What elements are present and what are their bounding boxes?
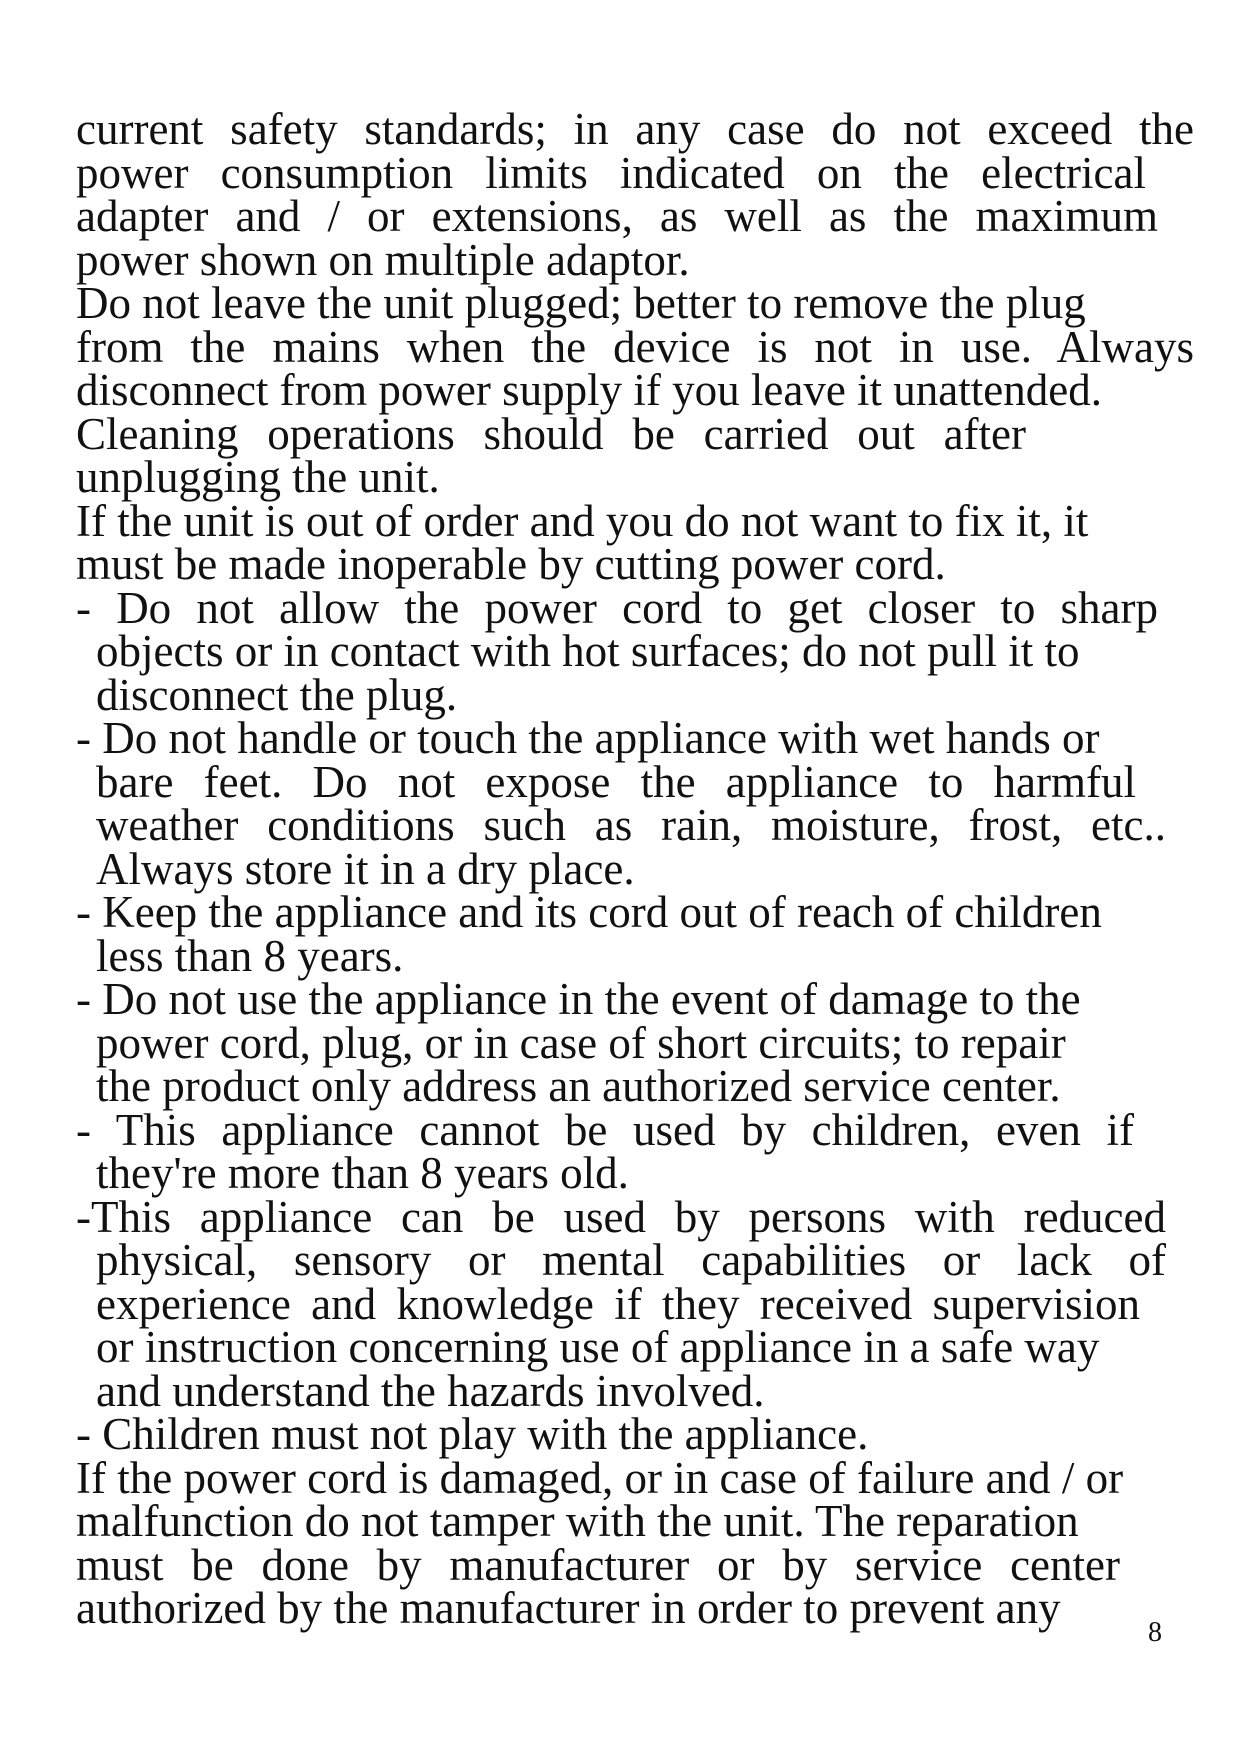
list-item-line: - Do not allow the power cord to get closer to sharp (76, 582, 1158, 633)
list-item-line: weather conditions such as rain, moisture, frost, etc.. (96, 800, 1166, 850)
text-line: Do not leave the unit plugged; better to remove the plug (76, 278, 1086, 328)
list-item-line: - Do not handle or touch the appliance with wet hands or (76, 713, 1100, 763)
list-item-line: Always store it in a dry place. (96, 843, 635, 894)
text-line: authorized by the manufacturer in order to prevent any (76, 1583, 1061, 1633)
list-item-line: experience and knowledge if they received supervision (96, 1278, 1140, 1329)
list-item-line: objects or in contact with hot surfaces; do not pull it to (96, 626, 1080, 676)
text-line: If the unit is out of order and you do not want to fix it, it (76, 495, 1089, 546)
page-number: 8 (1148, 1617, 1162, 1648)
page-body-text (76, 104, 1194, 1633)
text-line: power consumption limits indicated on the electrical (76, 147, 1146, 198)
text-line: from the mains when the device is not in use. Always (76, 321, 1194, 372)
list-item-line: and understand the hazards involved. (96, 1365, 765, 1416)
list-item-line: they're more than 8 years old. (96, 1148, 629, 1198)
text-line: must be done by manufacturer or by service center (76, 1539, 1120, 1590)
text-line: power shown on multiple adaptor. (76, 234, 690, 285)
list-item-line: - Children must not play with the appliance. (76, 1409, 869, 1459)
list-item-line: - Do not use the appliance in the event of damage to the (76, 974, 1081, 1024)
list-item-line: less than 8 years. (96, 930, 404, 981)
text-line: unplugging the unit. (76, 452, 440, 502)
list-item-line: the product only address an authorized service center. (96, 1061, 1061, 1111)
list-item-line: or instruction concerning use of appliance in a safe way (96, 1322, 1100, 1372)
list-item-line: bare feet. Do not expose the appliance to harmful (96, 756, 1136, 807)
list-item-line: power cord, plug, or in case of short circuits; to repair (96, 1017, 1066, 1068)
list-item-line: -This appliance can be used by persons with reduced (76, 1191, 1166, 1242)
list-item-line: - This appliance cannot be used by children, even if (76, 1104, 1134, 1155)
text-line: current safety standards; in any case do not exceed the (76, 104, 1194, 154)
text-line: Cleaning operations should be carried out after (76, 408, 1026, 459)
list-item-line: physical, sensory or mental capabilities or lack of (96, 1235, 1166, 1285)
text-line: must be made inoperable by cutting power cord. (76, 539, 946, 589)
text-line: disconnect from power supply if you leave it unattended. (76, 365, 1102, 415)
text-line: malfunction do not tamper with the unit. The reparation (76, 1496, 1079, 1546)
list-item-line: disconnect the plug. (96, 669, 458, 720)
text-line: adapter and / or extensions, as well as the maximum (76, 191, 1158, 241)
text-line: If the power cord is damaged, or in case of failure and / or (76, 1452, 1124, 1503)
list-item-line: - Keep the appliance and its cord out of reach of children (76, 887, 1102, 937)
